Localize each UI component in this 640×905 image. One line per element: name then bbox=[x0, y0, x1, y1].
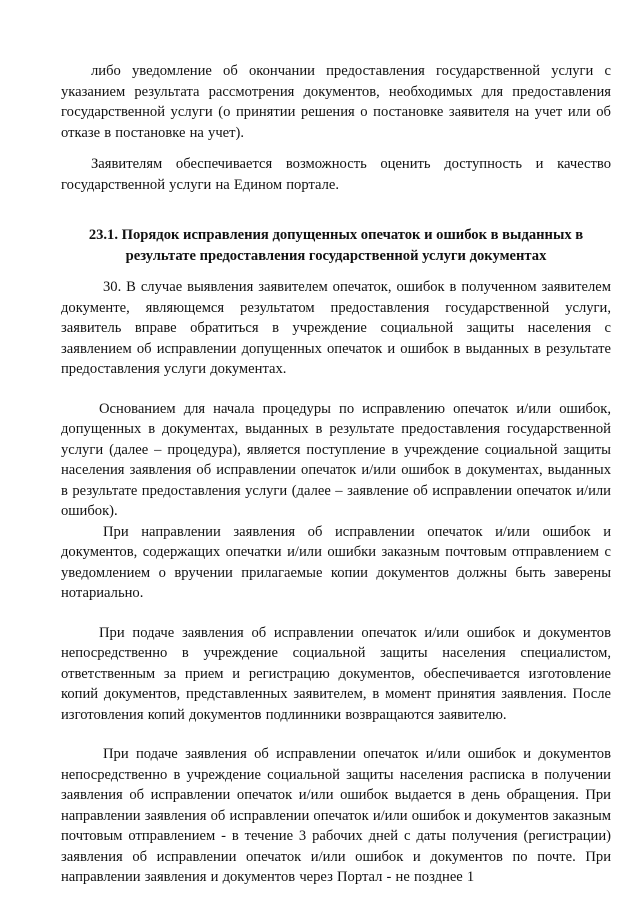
paragraph-basis: Основанием для начала процедуры по исправлению опечаток и/или ошибок, допущенных в документах, выданных в результате предоставления государственной услуги (далее – процедура), является поступление в учреждение социальной защиты населения заявления об исправлении опечаток и/или ошибок в документах, выданных в результате предоставления услуги (далее – заявление об исправлении опечаток и/или ошибок). bbox=[61, 400, 611, 519]
paragraph-direct: При подаче заявления об исправлении опечаток и/или ошибок и документов непосредственно в учреждение социальной защиты населения специалистом, ответственным за прием и регистрацию документов, обеспечивается изготовление копий документов, представленных заявителем, в момент принятия заявления. После изготовления копий документов подлинники возвращаются заявителю. bbox=[61, 624, 611, 723]
paragraph-receipt: При подаче заявления об исправлении опечаток и/или ошибок и документов непосредственно в учреждение социальной защиты населения расписка в получении заявления об исправлении опечаток и/или ошибок выдается в день обращения. При направлении заявления об исправлении опечаток и/или ошибок и документов заказным почтовым отправлением - в течение 3 рабочих дней с даты получения (регистрации) заявления об исправлении опечаток и/или ошибок и документов по почте. При направлении заявления и документов через Портал - не позднее 1 bbox=[61, 746, 611, 885]
paragraph-continuation: либо уведомление об окончании предоставления государственной услуги с указанием результата рассмотрения документов, необходимых для предоставления государственной услуги (о принятии решения о постановке заявителя на учет или об отказе в постановке на учет). bbox=[61, 63, 611, 141]
section-heading-line-2: результате предоставления государственной услуги документах bbox=[125, 247, 547, 264]
paragraph-30: 30. В случае выявления заявителем опечаток, ошибок в полученном заявителем документе, являющемся результатом предоставления государственной услуги, заявитель вправе обратиться в учреждение социальной защиты населения с заявлением об исправлении допущенных опечаток и ошибок в выданных в результате предоставления услуги документах. bbox=[61, 279, 611, 377]
paragraph-rating: Заявителям обеспечивается возможность оценить доступность и качество государственной услуги на Едином портале. bbox=[61, 156, 611, 193]
document-page bbox=[61, 61, 611, 888]
paragraph-mail: При направлении заявления об исправлении опечаток и/или ошибок и документов, содержащих опечатки и/или ошибки заказным почтовым отправлением с уведомлением о вручении прилагаемые копии документов должны быть заверены нотариально. bbox=[61, 523, 611, 601]
section-heading-line-1: 23.1. Порядок исправления допущенных опечаток и ошибок в выданных в bbox=[88, 227, 584, 243]
